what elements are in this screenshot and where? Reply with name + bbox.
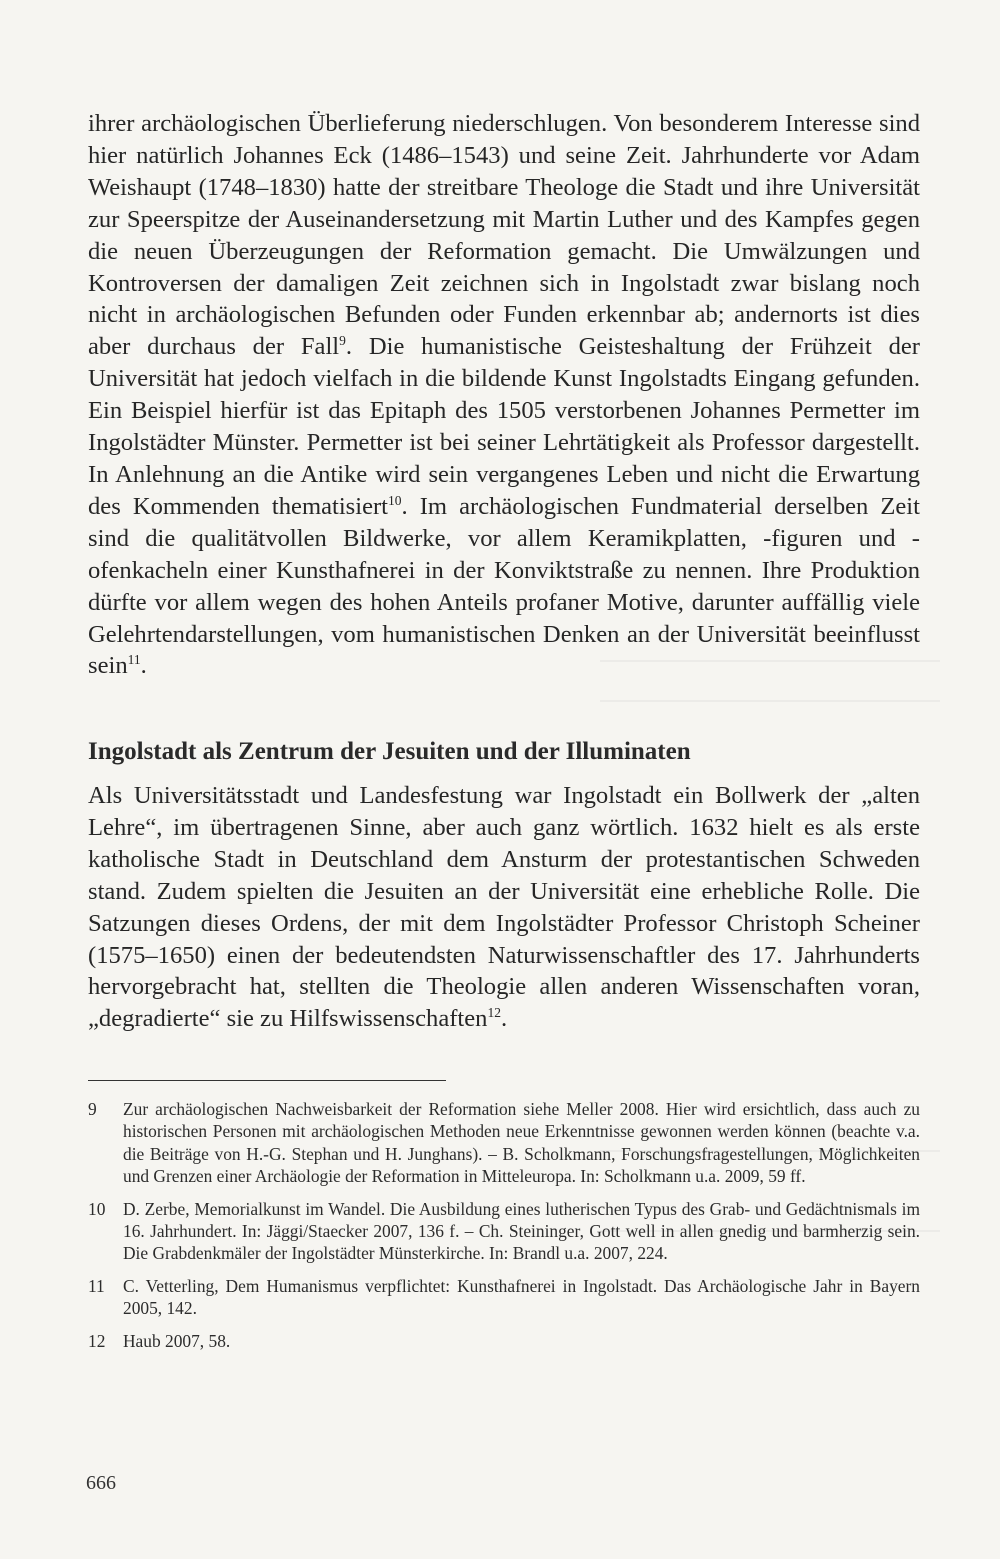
footnote bbox=[88, 1198, 920, 1265]
text-run: . bbox=[501, 1005, 508, 1033]
footnote-ref: 10 bbox=[388, 492, 402, 508]
footnote-ref: 9 bbox=[339, 333, 346, 349]
text-run: . Die humanistische Geisteshaltung der Frühzeit der Universität hat jedoch vielfach in die bildende Kunst Ingolstadts Eingang gefunden. Ein Beispiel hierfür ist das Epitaph des 1505 verstorbenen Johannes Permetter im Ingolstädter Münster. Permetter ist bei seiner Lehrtätigkeit als Professor dargestellt. In Anlehnung an die Antike wird sein vergangenes Leben und nicht die Erwartung des Kommenden thematisiert bbox=[88, 333, 920, 520]
footnote-number: 9 bbox=[88, 1099, 97, 1119]
footnote-text: Haub 2007, 58. bbox=[123, 1330, 231, 1351]
text-run: Als Universitätsstadt und Landesfestung war Ingolstadt ein Bollwerk der „alten Lehre“, im übertragenen Sinne, aber auch ganz wörtlich. 1632 hielt es als erste katholische Stadt in Deutschland dem Ansturm der protestantischen Schweden stand. Zudem spielten die Jesuiten an der Universität eine erhebliche Rolle. Die Satzungen dieses Ordens, der mit dem Ingolstädter Professor Christoph Scheiner (1575–1650) einen der bedeutendsten Naturwissenschaftler des 17. Jahrhunderts hervorgebracht hat, stellten die Theologie allen anderen Wissenschaften voran, „degradierte“ sie zu Hilfswissenschaften bbox=[88, 782, 920, 1033]
footnote-number: 11 bbox=[88, 1275, 105, 1296]
text-run: . Im archäologischen Fundmaterial derselben Zeit sind die qualitätvollen Bildwerke, vor allem Keramikplatten, -figuren und -ofenkacheln einer Kunsthafnerei in der Konviktstraße zu nennen. Ihre Produktion dürfte vor allem wegen des hohen Anteils profaner Motive, darunter auffällig viele Gelehrtendarstellungen, vom humanistischen Denken an der Universität beeinflusst sein bbox=[88, 492, 920, 680]
footnote-ref: 11 bbox=[127, 652, 141, 668]
footnote bbox=[88, 1275, 920, 1320]
footnote bbox=[88, 1098, 920, 1188]
footnote-text: C. Vetterling, Dem Humanismus verpflichtet: Kunsthafnerei in Ingolstadt. Das Archäologische Jahr in Bayern 2005, 142. bbox=[123, 1275, 920, 1319]
show-through-line bbox=[600, 700, 940, 702]
footnote-number: 10 bbox=[88, 1198, 106, 1219]
footnote-number: 12 bbox=[88, 1330, 106, 1351]
footnote-text: Zur archäologischen Nachweisbarkeit der Reformation siehe Meller 2008. Hier wird ersichtlich, dass auch zu historischen Personen mit archäologischen Methoden neue Erkenntnisse gewonnen werden können (beachte v.a. die Beiträge von H.-G. Stephan und H. Junghans). – B. Scholkmann, Forschungsfragestellungen, Möglichkeiten und Grenzen einer Archäologie der Reformation in Mitteleuropa. In: Scholkmann u.a. 2009, 59 ff. bbox=[123, 1099, 920, 1187]
page-number: 666 bbox=[86, 1472, 116, 1494]
footnotes bbox=[88, 1098, 920, 1362]
body-paragraph-1 bbox=[88, 108, 920, 682]
paragraph bbox=[88, 108, 920, 682]
text-run: ihrer archäologischen Überlieferung niederschlugen. Von besonderem Interesse sind hier natürlich Johannes Eck (1486–1543) und seine Zeit. Jahrhunderte vor Adam Weishaupt (1748–1830) hatte der streitbare Theologe die Stadt und ihre Universität zur Speerspitze der Auseinandersetzung mit Martin Luther und des Kampfes gegen die neuen Überzeugungen der Reformation gemacht. Die Umwälzungen und Kontroversen der damaligen Zeit zeichnen sich in Ingolstadt zwar bislang noch nicht in archäologischen Befunden oder Funden erkennbar ab; andernorts ist dies aber durchaus der Fall bbox=[88, 110, 920, 361]
paragraph bbox=[88, 780, 920, 1035]
footnote-divider bbox=[88, 1080, 446, 1081]
footnote-text: D. Zerbe, Memorialkunst im Wandel. Die Ausbildung eines lutherischen Typus des Grab- und Gedächtnismals im 16. Jahrhundert. In: Jäggi/Staecker 2007, 136 f. – Ch. Steininger, Gott well in allen gnedig und barmherzig sein. Die Grabdenkmäler der Ingolstädter Münsterkirche. In: Brandl u.a. 2007, 224. bbox=[123, 1198, 920, 1264]
text-run: . bbox=[140, 652, 147, 680]
footnote-ref: 12 bbox=[487, 1005, 501, 1021]
section-heading: Ingolstadt als Zentrum der Jesuiten und der Illuminaten bbox=[88, 738, 691, 765]
footnote bbox=[88, 1330, 920, 1352]
body-paragraph-2 bbox=[88, 780, 920, 1035]
